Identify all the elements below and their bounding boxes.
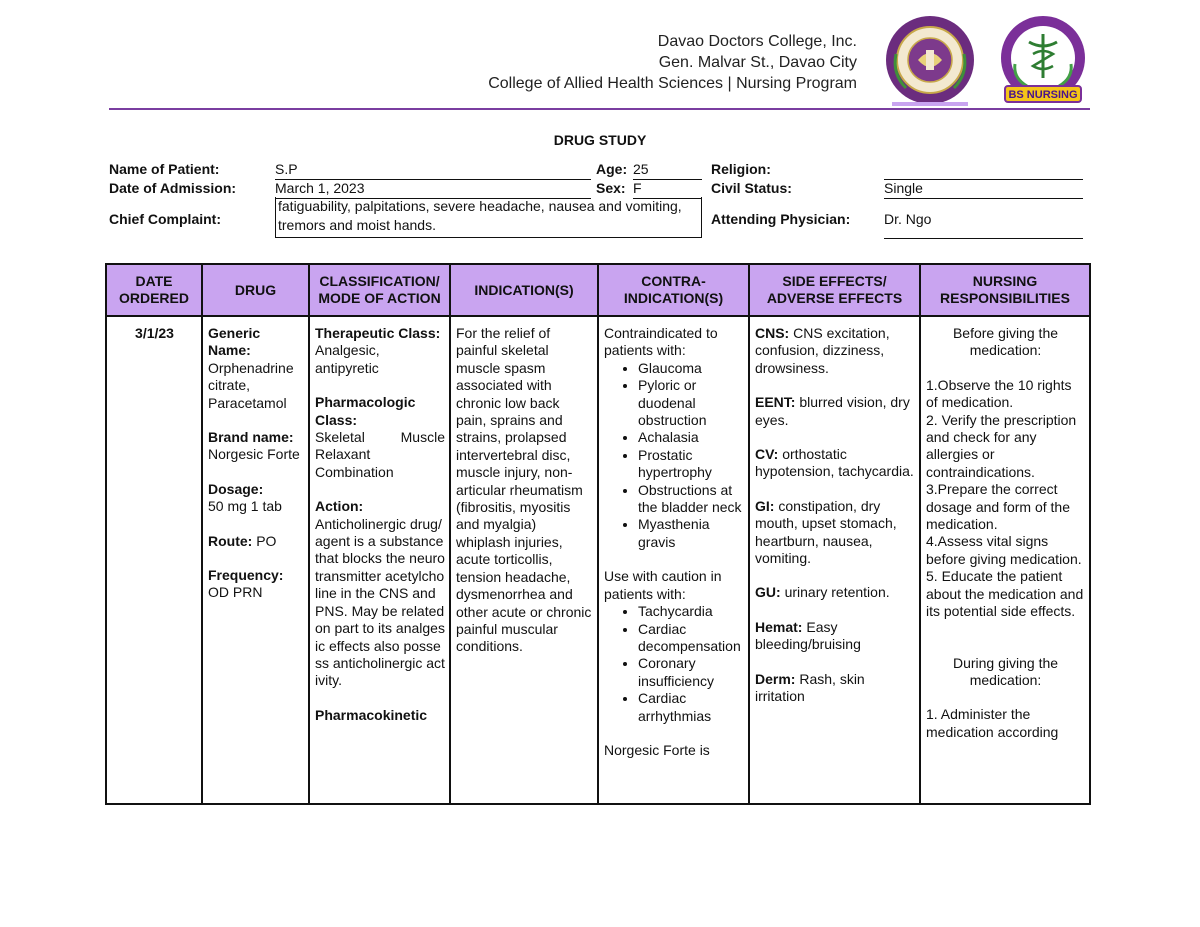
frequency-value: OD PRN <box>208 584 263 601</box>
side-effect-cv <box>755 446 915 481</box>
sex-value: F <box>633 180 642 196</box>
header-indications: INDICATION(S) <box>450 264 598 316</box>
side-effect-gi <box>755 498 915 568</box>
frequency-label: Frequency: <box>208 567 284 584</box>
side-effect-label: GU: <box>755 584 781 601</box>
civil-status-field <box>884 180 1083 199</box>
action-label: Action: <box>315 498 364 515</box>
list-item: • Prostatic hypertrophy <box>638 447 744 482</box>
list-item: • Glaucoma <box>638 360 744 377</box>
header-side-effects: SIDE EFFECTS/ ADVERSE EFFECTS <box>749 264 920 316</box>
side-effect-label: EENT: <box>755 394 796 411</box>
list-item: 5. Educate the patient about the medication and its potential side effects. <box>926 568 1084 620</box>
route-label: Route: <box>208 532 253 549</box>
college-address: Gen. Malvar St., Davao City <box>658 54 857 71</box>
physician-label: Attending Physician: <box>711 211 851 227</box>
cell-nursing-responsibilities <box>920 316 1090 804</box>
side-effect-text: Easy bleeding/bruising <box>755 618 861 653</box>
religion-label: Religion: <box>711 161 771 177</box>
admission-label: Date of Admission: <box>109 180 237 196</box>
cell-indications <box>450 316 598 804</box>
dosage-value: 50 mg 1 tab <box>208 498 282 515</box>
list-item: • Achalasia <box>638 429 744 446</box>
list-item: • Pyloric or duodenal obstruction <box>638 377 744 429</box>
list-item: • Cardiac arrhythmias <box>638 690 744 725</box>
side-effect-text: orthostatic hypotension, tachycardia. <box>755 446 914 480</box>
route-line <box>208 533 304 550</box>
list-item: 4.Assess vital signs before giving medication. <box>926 533 1082 567</box>
pharmacologic-class-value: Skeletal Muscle Relaxant Combination <box>315 429 445 480</box>
bs-nursing-text: BS NURSING <box>1008 89 1078 101</box>
list-item: 1.Observe the 10 rights of medication. <box>926 376 1072 411</box>
cell-side-effects <box>749 316 920 804</box>
list-item: 3.Prepare the correct dosage and form of the medication. <box>926 481 1070 533</box>
contra-footer: Norgesic Forte is <box>604 741 710 758</box>
header-drug: DRUG <box>202 264 309 316</box>
side-effect-label: CV: <box>755 446 779 463</box>
physician-field <box>884 211 1083 239</box>
header-date-ordered: DATE ORDERED <box>106 264 202 316</box>
date-ordered-value: 3/1/23 <box>135 325 174 341</box>
patient-name-label: Name of Patient: <box>109 161 220 177</box>
patient-name-field <box>275 161 591 180</box>
college-seal-logo <box>882 14 978 110</box>
patient-name-value: S.P <box>275 161 298 177</box>
action-value: Anticholinergic drug/agent is a substance that blocks the neurotransmitter acetylcholine in the CNS and PNS. May be related on part to its analgesic effects also possess anticholinergic activity. <box>315 515 445 689</box>
list-item: • Myasthenia gravis <box>638 516 744 551</box>
college-name: Davao Doctors College, Inc. <box>657 33 857 50</box>
side-effect-derm <box>755 671 915 706</box>
dosage-label: Dosage: <box>208 480 264 497</box>
header-classification: CLASSIFICATION/ MODE OF ACTION <box>309 264 450 316</box>
civil-status-label: Civil Status: <box>711 180 792 196</box>
contra-intro: Contraindicated to patients with: <box>604 325 718 359</box>
college-program: College of Allied Health Sciences | Nursing Program <box>488 75 857 92</box>
side-effect-eent <box>755 394 915 429</box>
side-effect-cns <box>755 325 915 377</box>
header-nursing-responsibilities: NURSING RESPONSIBILITIES <box>920 264 1090 316</box>
bs-nursing-logo <box>995 14 1091 110</box>
therapeutic-class-value: Analgesic, antipyretic <box>315 342 380 376</box>
side-effect-text: Rash, skin irritation <box>755 670 865 705</box>
page-title: DRUG STUDY <box>553 132 647 148</box>
header-contraindications: CONTRA-INDICATION(S) <box>598 264 749 316</box>
table-header-row <box>106 264 1090 316</box>
chief-complaint-value: fatiguability, palpitations, severe headache, nausea and vomiting, tremors and moist hands. <box>275 197 702 238</box>
brand-name-label: Brand name: <box>208 429 294 446</box>
age-value: 25 <box>633 161 649 177</box>
chief-complaint-label: Chief Complaint: <box>109 211 221 227</box>
side-effect-text: urinary retention. <box>784 584 890 601</box>
age-label: Age: <box>596 161 628 177</box>
college-header <box>488 31 857 94</box>
indication-text: For the relief of painful skeletal muscle spasm associated with chronic low back pain, sprains and strains, prolapsed intervertebral disc, muscle injury, non-articular rheumatism (fibrositis, myositis and myalgia) whiplash injuries, acute torticollis, tension headache, dysmenorrhea and other acute or chronic painful muscular conditions. <box>456 325 592 655</box>
side-effect-label: Derm: <box>755 670 796 687</box>
generic-name-value: Orphenadrine citrate, Paracetamol <box>208 359 294 411</box>
generic-name-label: Generic Name: <box>208 325 261 359</box>
caution-list <box>604 603 744 725</box>
route-value: PO <box>256 532 277 549</box>
list-item: • Cardiac decompensation <box>638 621 744 656</box>
sex-label: Sex: <box>596 180 626 196</box>
therapeutic-class-label: Therapeutic Class: <box>315 325 441 341</box>
before-giving-title: Before giving the medication: <box>952 325 1059 359</box>
side-effect-label: GI: <box>755 497 775 514</box>
side-effect-hemat <box>755 619 915 654</box>
drug-study-table <box>105 263 1091 805</box>
side-effect-text: CNS excitation, confusion, dizziness, drowsiness. <box>755 325 890 376</box>
cell-contraindications <box>598 316 749 804</box>
cell-classification <box>309 316 450 804</box>
table-row <box>106 316 1090 804</box>
header-divider <box>109 108 1090 110</box>
caution-intro: Use with caution in patients with: <box>604 568 722 602</box>
physician-value: Dr. Ngo <box>884 211 932 227</box>
list-item: 1. Administer the medication according <box>926 706 1059 740</box>
list-item: • Coronary insufficiency <box>638 655 744 690</box>
civil-status-value: Single <box>884 180 923 196</box>
contra-list <box>604 360 744 551</box>
age-field <box>633 161 702 180</box>
religion-field <box>884 161 1083 180</box>
cell-date-ordered <box>106 316 202 804</box>
brand-name-value: Norgesic Forte <box>208 446 300 463</box>
cell-drug <box>202 316 309 804</box>
side-effect-gu <box>755 584 915 601</box>
pharmacokinetic-label: Pharmacokinetic <box>315 706 428 723</box>
pharmacologic-class-label: Pharmacologic Class: <box>315 394 416 428</box>
list-item: • Obstructions at the bladder neck <box>638 482 744 517</box>
list-item: • Tachycardia <box>638 603 744 620</box>
admission-value: March 1, 2023 <box>275 180 365 196</box>
side-effect-label: CNS: <box>755 325 790 341</box>
list-item: 2. Verify the prescription and check for any allergies or contraindications. <box>926 411 1077 480</box>
side-effect-label: Hemat: <box>755 618 803 635</box>
side-effect-text: blurred vision, dry eyes. <box>755 394 910 428</box>
during-giving-title: During giving the medication: <box>952 654 1059 688</box>
side-effect-text: constipation, dry mouth, upset stomach, heartburn, nausea, vomiting. <box>755 497 897 567</box>
